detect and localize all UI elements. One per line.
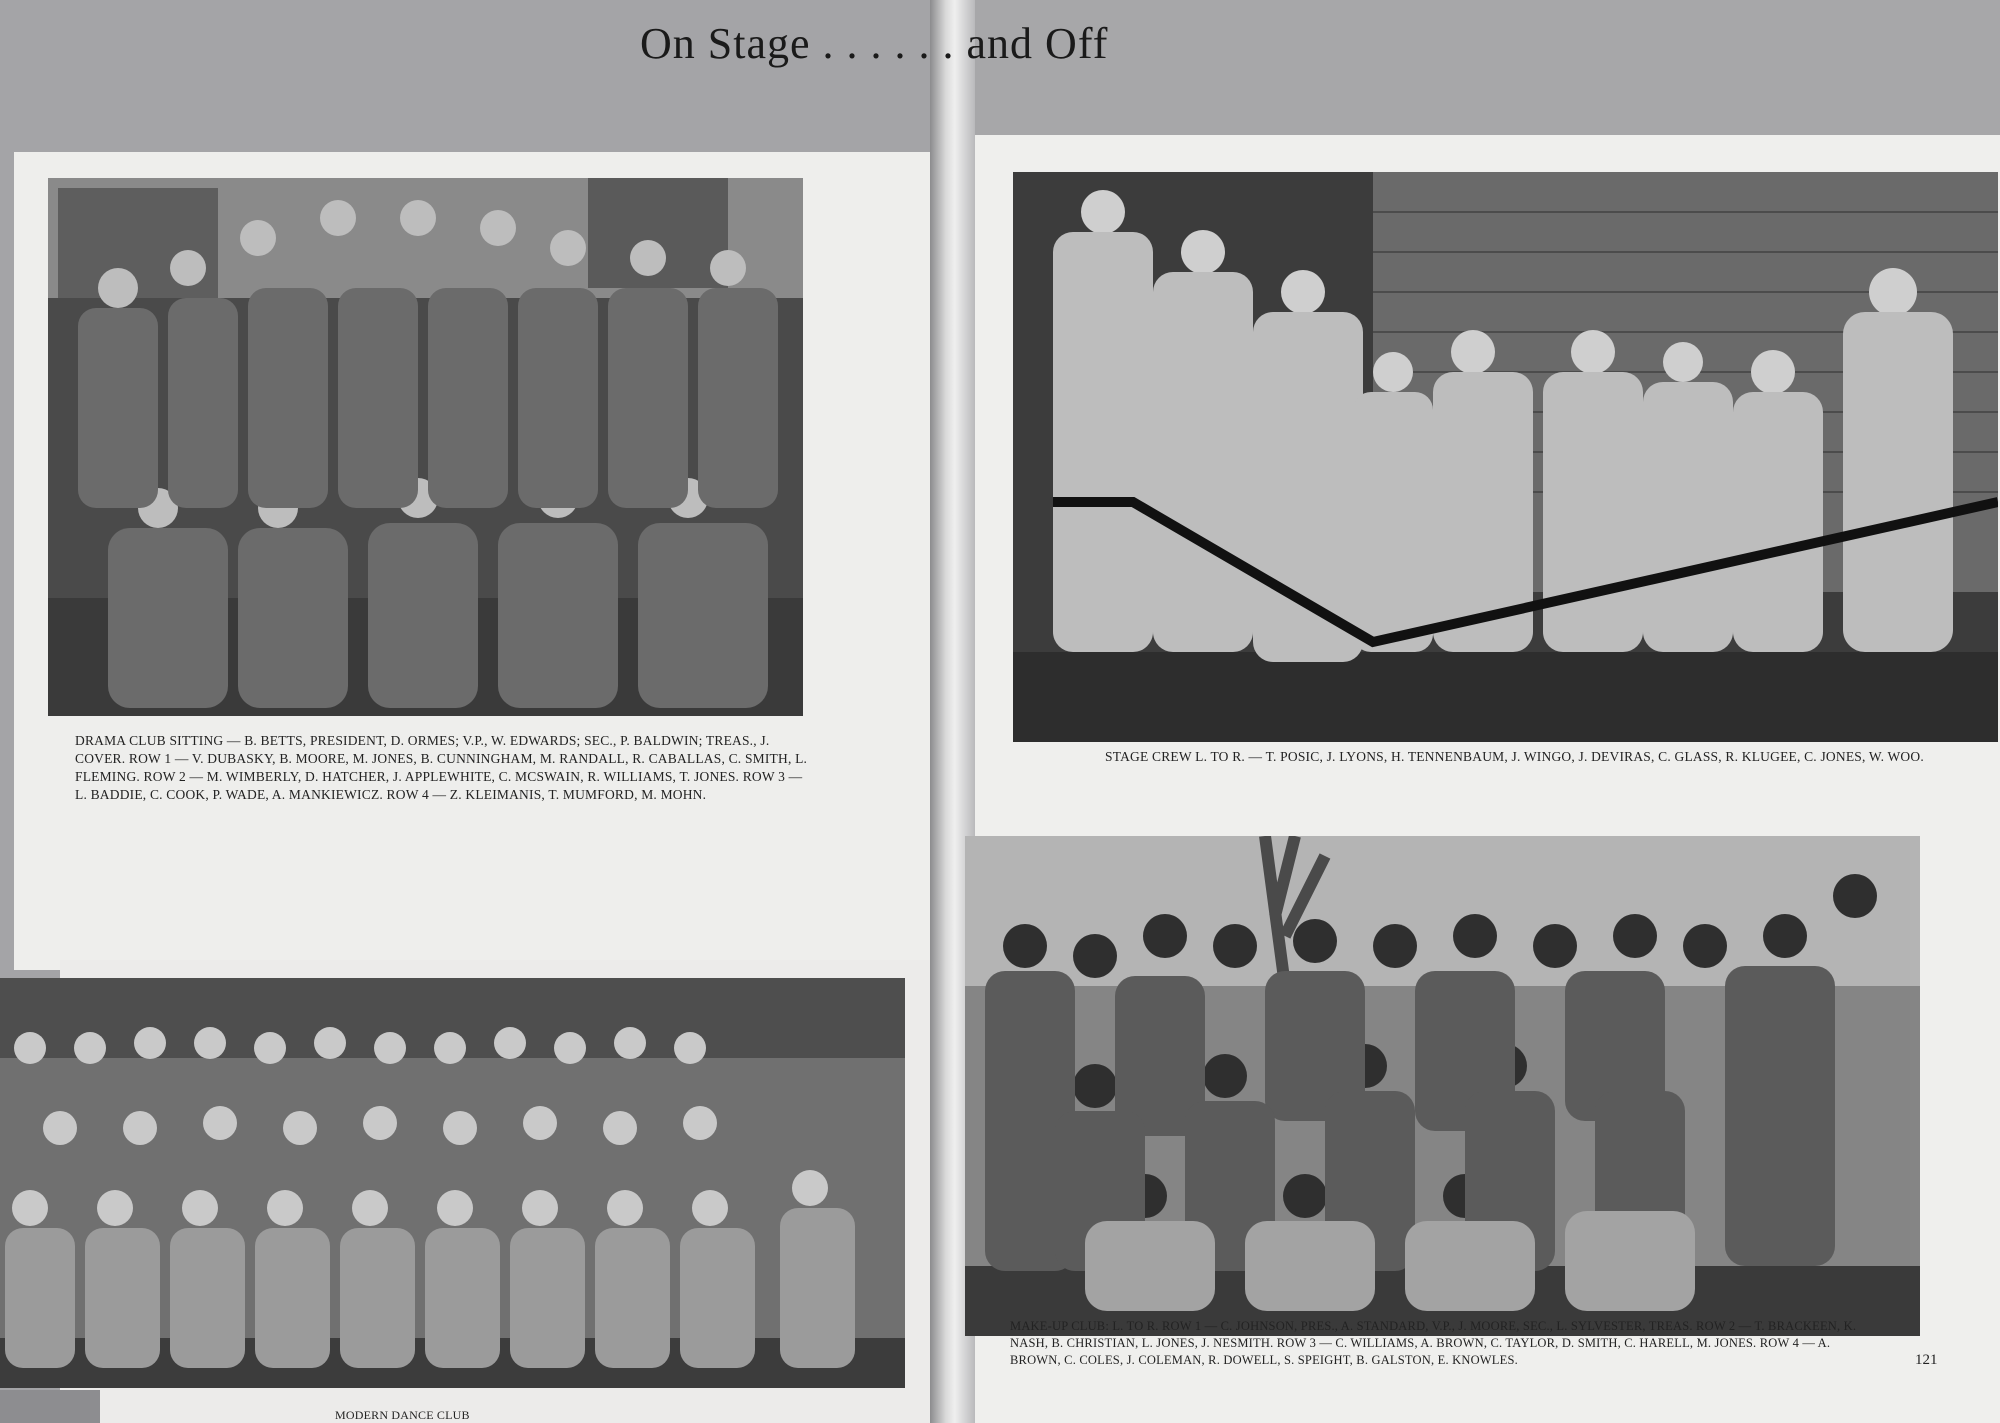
- modern-dance-caption: MODERN DANCE CLUB: [335, 1408, 470, 1422]
- drama-club-photo: [48, 178, 803, 716]
- page-number: 121: [1915, 1352, 1938, 1368]
- drama-club-caption: DRAMA CLUB SITTING — B. BETTS, PRESIDENT, D. ORMES; V.P., W. EDWARDS; SEC., P. BALDWIN; TREAS., J. COVER. ROW 1 — V. DUBASKY, B. MOORE, M. JONES, B. CUNNINGHAM, M. RANDALL, R. CABALLAS, C. SMITH, L. FLEMING. ROW 2 — M. WIMBERLY, D. HATCHER, J. APPLEWHITE, C. MCSWAIN, R. WILLIAMS, T. JONES. ROW 3 — L. BADDIE, C. COOK, P. WADE, A. MANKIEWICZ. ROW 4 — Z. KLEIMANIS, T. MUMFORD, M. MOHN.: [75, 733, 808, 802]
- page-corner: [0, 1390, 100, 1423]
- make-up-club-photo: [965, 836, 1920, 1336]
- modern-dance-photo: [0, 978, 905, 1388]
- make-up-club-caption: MAKE-UP CLUB: L. TO R. ROW 1 — C. JOHNSON, PRES., A. STANDARD, V.P., J. MOORE, SEC., L. SYLVESTER, TREAS. ROW 2 — T. BRACKEEN, K. NASH, B. CHRISTIAN, L. JONES, J. NESMITH. ROW 3 — C. WILLIAMS, A. BROWN, C. TAYLOR, D. SMITH, C. HARELL, M. JONES. ROW 4 — A. BROWN, C. COLES, J. COLEMAN, R. DOWELL, S. SPEIGHT, B. GALSTON, E. KNOWLES.: [1010, 1319, 1857, 1367]
- stage-crew-caption: STAGE CREW L. TO R. — T. POSIC, J. LYONS, H. TENNENBAUM, J. WINGO, J. DEVIRAS, C. GLASS, R. KLUGEE, C. JONES, W. WOO.: [1105, 749, 1924, 764]
- stage-crew-photo: [1013, 172, 1998, 742]
- page-title: On Stage . . . . . . and Off: [640, 19, 1109, 68]
